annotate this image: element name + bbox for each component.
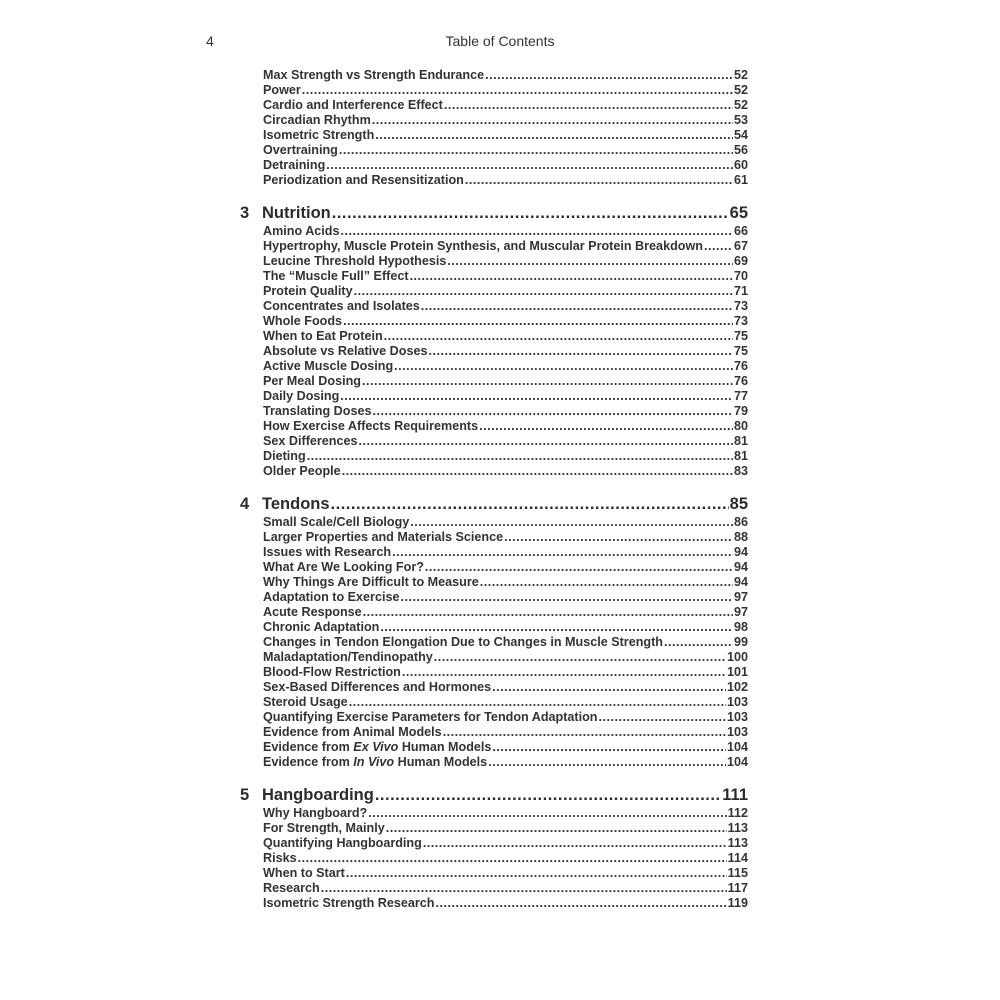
toc-entry [263, 650, 748, 665]
toc-entry [263, 806, 748, 821]
dot-leader [492, 740, 726, 755]
toc-entry [263, 224, 748, 239]
dot-leader [341, 224, 733, 239]
dot-leader [343, 314, 733, 329]
toc-entry [263, 68, 748, 83]
dot-leader [492, 680, 726, 695]
entry-page: 86 [733, 515, 748, 529]
toc-entry [263, 710, 748, 725]
entry-page: 103 [726, 695, 748, 709]
toc-entry [263, 239, 748, 254]
dot-leader [425, 560, 733, 575]
entry-page: 103 [726, 725, 748, 739]
entry-title: Per Meal Dosing [263, 374, 361, 388]
entry-title: How Exercise Affects Requirements [263, 419, 479, 433]
entry-title: Circadian Rhythm [263, 113, 371, 127]
dot-leader [363, 605, 733, 620]
dot-leader [434, 650, 726, 665]
entry-page: 79 [733, 404, 748, 418]
dot-leader [339, 143, 733, 158]
entry-title: What Are We Looking For? [263, 560, 424, 574]
dot-leader [380, 620, 733, 635]
toc-entry [263, 755, 748, 770]
toc-entry [263, 143, 748, 158]
chapter-title: Tendons [262, 495, 330, 513]
entry-title: Evidence from Animal Models [263, 725, 442, 739]
entry-title: Why Things Are Difficult to Measure [263, 575, 479, 589]
toc-entry [263, 299, 748, 314]
entry-title: Whole Foods [263, 314, 343, 328]
chapter-block [240, 493, 748, 770]
dot-leader [394, 359, 733, 374]
entry-page: 117 [727, 881, 748, 895]
dot-leader [386, 821, 727, 836]
toc-entry [263, 173, 748, 188]
toc-entry [263, 836, 748, 851]
entry-title: Small Scale/Cell Biology [263, 515, 410, 529]
toc-entry [263, 821, 748, 836]
dot-leader [664, 635, 733, 650]
dot-leader [485, 68, 733, 83]
entry-title: Translating Doses [263, 404, 372, 418]
chapter-title: Nutrition [262, 204, 331, 222]
toc-entry [263, 881, 748, 896]
entry-page: 100 [726, 650, 748, 664]
dot-leader [340, 389, 733, 404]
dot-leader [375, 784, 721, 806]
entry-title: Isometric Strength Research [263, 896, 435, 910]
entry-page: 88 [733, 530, 748, 544]
entry-title: Concentrates and Isolates [263, 299, 420, 313]
chapter-number: 3 [240, 204, 250, 222]
entry-title: Protein Quality [263, 284, 353, 298]
dot-leader [372, 113, 733, 128]
toc-entry [263, 740, 748, 755]
entry-page: 52 [733, 68, 748, 82]
entry-title: Research [263, 881, 320, 895]
toc-entry [263, 404, 748, 419]
dot-leader [402, 665, 726, 680]
entry-page: 98 [733, 620, 748, 634]
entry-page: 76 [733, 374, 748, 388]
dot-leader [331, 493, 729, 515]
toc-entry [263, 374, 748, 389]
entry-page: 94 [733, 575, 748, 589]
toc-entry [263, 725, 748, 740]
entry-page: 73 [733, 299, 748, 313]
entry-title: Sex Differences [263, 434, 358, 448]
entry-page: 119 [727, 896, 748, 910]
entry-title: Sex-Based Differences and Hormones [263, 680, 492, 694]
entry-page: 104 [726, 740, 748, 754]
entry-page: 94 [733, 545, 748, 559]
chapter-block [240, 784, 748, 911]
dot-leader [362, 374, 733, 389]
entry-page: 115 [727, 866, 748, 880]
entry-title: Changes in Tendon Elongation Due to Changes in Muscle Strength [263, 635, 663, 649]
toc-entry [263, 575, 748, 590]
entry-title: For Strength, Mainly [263, 821, 385, 835]
toc-entry [263, 530, 748, 545]
entry-title: Leucine Threshold Hypothesis [263, 254, 447, 268]
entry-page: 52 [733, 98, 748, 112]
toc-entry [263, 695, 748, 710]
dot-leader [704, 239, 733, 254]
chapter-block [240, 202, 748, 479]
entry-page: 77 [733, 389, 748, 403]
toc-entry [263, 359, 748, 374]
entry-title: The “Muscle Full” Effect [263, 269, 409, 283]
dot-leader [435, 896, 726, 911]
toc-entry [263, 434, 748, 449]
entry-page: 53 [733, 113, 748, 127]
dot-leader [332, 202, 729, 224]
entry-page: 75 [733, 329, 748, 343]
entry-page: 83 [733, 464, 748, 478]
entry-page: 80 [733, 419, 748, 433]
entry-page: 102 [726, 680, 748, 694]
dot-leader [384, 329, 733, 344]
entry-title: Overtraining [263, 143, 338, 157]
dot-leader [326, 158, 733, 173]
dot-leader [443, 725, 726, 740]
entry-page: 76 [733, 359, 748, 373]
chapter-heading [240, 202, 748, 224]
toc-entry [263, 329, 748, 344]
entry-title: Maladaptation/Tendinopathy [263, 650, 433, 664]
dot-leader [488, 755, 726, 770]
toc-entry [263, 113, 748, 128]
entry-title: Adaptation to Exercise [263, 590, 400, 604]
table-of-contents [240, 68, 748, 925]
entry-title: Absolute vs Relative Doses [263, 344, 428, 358]
toc-entry [263, 866, 748, 881]
dot-leader [479, 419, 733, 434]
dot-leader [504, 530, 733, 545]
dot-leader [444, 98, 733, 113]
entry-title: When to Eat Protein [263, 329, 383, 343]
entry-page: 99 [733, 635, 748, 649]
entry-title: Quantifying Exercise Parameters for Tendon Adaptation [263, 710, 598, 724]
toc-entry [263, 284, 748, 299]
entry-page: 52 [733, 83, 748, 97]
chapter-title: Hangboarding [262, 786, 374, 804]
dot-leader [342, 464, 733, 479]
toc-entry [263, 344, 748, 359]
entry-title: Cardio and Interference Effect [263, 98, 443, 112]
entry-title: Blood-Flow Restriction [263, 665, 401, 679]
entry-page: 75 [733, 344, 748, 358]
entry-title: Dieting [263, 449, 306, 463]
entry-page: 81 [733, 449, 748, 463]
toc-entry [263, 605, 748, 620]
chapter-heading [240, 493, 748, 515]
entry-page: 66 [733, 224, 748, 238]
toc-entry [263, 449, 748, 464]
chapter-page: 85 [729, 495, 748, 513]
toc-entry [263, 851, 748, 866]
entry-page: 54 [733, 128, 748, 142]
entry-title: Power [263, 83, 301, 97]
dot-leader [375, 128, 733, 143]
entry-title: Risks [263, 851, 297, 865]
toc-entry [263, 314, 748, 329]
entry-page: 60 [733, 158, 748, 172]
entry-page: 103 [726, 710, 748, 724]
chapter-page: 65 [729, 204, 748, 222]
toc-entry [263, 635, 748, 650]
dot-leader [349, 695, 726, 710]
entry-page: 56 [733, 143, 748, 157]
entry-page: 61 [733, 173, 748, 187]
toc-entry [263, 254, 748, 269]
toc-entry [263, 560, 748, 575]
dot-leader [421, 299, 733, 314]
page-number: 4 [206, 33, 214, 49]
entry-page: 97 [733, 590, 748, 604]
entry-page: 73 [733, 314, 748, 328]
entry-title: Larger Properties and Materials Science [263, 530, 504, 544]
entry-page: 112 [727, 806, 748, 820]
entry-page: 101 [726, 665, 748, 679]
toc-entry [263, 464, 748, 479]
dot-leader [302, 83, 733, 98]
entry-title: Evidence from Ex Vivo Human Models [263, 740, 492, 754]
toc-entry [263, 665, 748, 680]
entry-page: 71 [733, 284, 748, 298]
toc-entry [263, 419, 748, 434]
entry-title: Active Muscle Dosing [263, 359, 394, 373]
dot-leader [321, 881, 727, 896]
toc-entry [263, 620, 748, 635]
entry-page: 113 [727, 836, 748, 850]
toc-entry [263, 158, 748, 173]
entry-page: 67 [733, 239, 748, 253]
toc-entry [263, 515, 748, 530]
dot-leader [372, 404, 733, 419]
entry-page: 70 [733, 269, 748, 283]
dot-leader [480, 575, 733, 590]
dot-leader [423, 836, 727, 851]
entry-title: Detraining [263, 158, 326, 172]
chapter-number: 5 [240, 786, 250, 804]
entry-title: Why Hangboard? [263, 806, 368, 820]
entry-title-italic: Ex Vivo [353, 740, 399, 754]
dot-leader [307, 449, 733, 464]
running-head: Table of Contents [445, 33, 555, 49]
entry-title: Acute Response [263, 605, 362, 619]
entry-title: Isometric Strength [263, 128, 375, 142]
toc-entry [263, 83, 748, 98]
entry-title: Issues with Research [263, 545, 392, 559]
entry-title: Periodization and Resensitization [263, 173, 464, 187]
entry-title: When to Start [263, 866, 345, 880]
dot-leader [368, 806, 726, 821]
dot-leader [346, 866, 727, 881]
chapter-page: 111 [722, 786, 748, 804]
entry-title-italic: In Vivo [353, 755, 395, 769]
entry-title: Hypertrophy, Muscle Protein Synthesis, and Muscular Protein Breakdown [263, 239, 703, 253]
dot-leader [410, 269, 733, 284]
dot-leader [447, 254, 733, 269]
chapter-block [240, 68, 748, 188]
toc-entry [263, 98, 748, 113]
entry-title: Older People [263, 464, 341, 478]
entry-page: 114 [727, 851, 748, 865]
entry-title: Steroid Usage [263, 695, 348, 709]
entry-page: 69 [733, 254, 748, 268]
entry-title: Amino Acids [263, 224, 340, 238]
entry-title: Evidence from In Vivo Human Models [263, 755, 488, 769]
entry-page: 97 [733, 605, 748, 619]
entry-title: Max Strength vs Strength Endurance [263, 68, 485, 82]
dot-leader [465, 173, 733, 188]
dot-leader [392, 545, 733, 560]
entry-page: 81 [733, 434, 748, 448]
toc-entry [263, 128, 748, 143]
chapter-number: 4 [240, 495, 250, 513]
entry-page: 113 [727, 821, 748, 835]
entry-page: 104 [726, 755, 748, 769]
toc-entry [263, 896, 748, 911]
entry-title: Chronic Adaptation [263, 620, 380, 634]
entry-page: 94 [733, 560, 748, 574]
entry-title: Daily Dosing [263, 389, 340, 403]
toc-entry [263, 389, 748, 404]
toc-entry [263, 545, 748, 560]
toc-entry [263, 680, 748, 695]
toc-entry [263, 269, 748, 284]
dot-leader [400, 590, 733, 605]
dot-leader [410, 515, 733, 530]
toc-entry [263, 590, 748, 605]
dot-leader [354, 284, 733, 299]
chapter-heading [240, 784, 748, 806]
dot-leader [298, 851, 727, 866]
dot-leader [599, 710, 726, 725]
entry-title: Quantifying Hangboarding [263, 836, 422, 850]
dot-leader [359, 434, 733, 449]
dot-leader [428, 344, 733, 359]
